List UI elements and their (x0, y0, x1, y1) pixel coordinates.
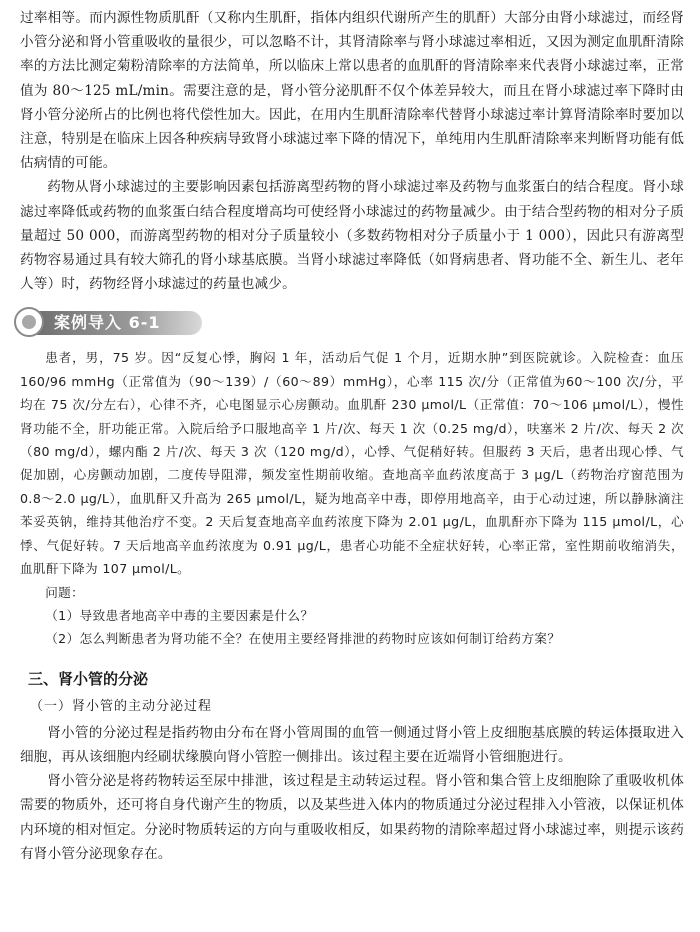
case-banner (10, 306, 260, 340)
paragraph-gfr-creatinine: 过率相等。而内源性物质肌酐（又称内生肌酐，指体内组织代谢所产生的肌酐）大部分由肾小球滤过，而经肾小管分泌和肾小管重吸收的量很少，可以忽略不计，其肾清除率与肾小球滤过率相近，又因为测定血肌酐清除率的方法比测定菊粉清除率的方法简单，所以临床上常以患者的血肌酐的肾清除率来代表肾小球滤过率，正常值为 80～125 mL/min。需要注意的是，肾小管分泌肌酐不仅个体差异较大，而且在肾小球滤过率下降时由肾小管分泌所占的比例也将代偿性加大。因此，在用内生肌酐清除率代替肾小球滤过率计算肾清除率时要加以注意，特别是在临床上因各种疾病导致肾小球滤过率下降的情况下，单纯用内生肌酐清除率来判断肾功能有低估病情的可能。 (20, 10, 684, 172)
subsection-title: （一）肾小管的主动分泌过程 (30, 698, 213, 714)
case-banner-label: 案例导入 6-1 (54, 313, 161, 333)
paragraph-tubular-secretion-active: 肾小管分泌是将药物转运至尿中排泄，该过程是主动转运过程。肾小管和集合管上皮细胞除了重吸收机体需要的物质外，还可将自身代谢产生的物质，以及某些进入体内的物质通过分泌过程排入小管液，以保证机体内环境的相对恒定。分泌时物质转运的方向与重吸收相反，如果药物的清除率超过肾小球滤过率，则提示该药有肾小管分泌现象存在。 (20, 773, 684, 862)
document-page (20, 6, 684, 866)
paragraph-glomerular-filtration-factors: 药物从肾小球滤过的主要影响因素包括游离型药物的肾小球滤过率及药物与血浆蛋白的结合程度。肾小球滤过率降低或药物的血浆蛋白结合程度增高均可使经肾小球滤过的药物量减少。由于结合型药物的相对分子质量超过 50 000，而游离型药物的相对分子质量较小（多数药物相对分子质量小于 1 000），因此只有游离型药物容易通过具有较大筛孔的肾小球基底膜。当肾小球滤过率降低（如肾病患者、肾功能不全、新生儿、老年人等）时，药物经肾小球滤过的药量也减少。 (20, 179, 684, 293)
case-body: 患者，男，75 岁。因“反复心悸，胸闷 1 年，活动后气促 1 个月，近期水肿”到医院就诊。入院检查：血压 160/96 mmHg（正常值为（90～139）/（60～89）mmHg），心率 115 次/分（正常值为60～100 次/分，平均在 75 次/分左右），心律不齐，心电图显示心房颤动。血肌酐 230 μmol/L（正常值：70～106 μmol/L），慢性肾功能不全，肝功能正常。入院后给予口服地高辛 1 片/次、每天 1 次（0.25 mg/d），呋塞米 2 片/次、每天 2 次（80 mg/d），螺内酯 2 片/次、每天 3 次（120 mg/d），心悸、气促稍好转。但服药 3 天后，患者出现心悸、气促加剧，心房颤动加剧，二度传导阻滞，频发室性期前收缩。查地高辛血药浓度高于 3 μg/L（药物治疗窗范围为 0.8～2.0 μg/L），血肌酐又升高为 265 μmol/L，疑为地高辛中毒，即停用地高辛，由于心动过速，所以静脉滴注苯妥英钠，维持其他治疗不变。2 天后复查地高辛血药浓度下降为 2.01 μg/L，血肌酐亦下降为 115 μmol/L，心悸、气促好转。7 天后地高辛血药浓度为 0.91 μg/L，患者心功能不全症状好转，心率正常，室性期前收缩消失，血肌酐下降为 107 μmol/L。 (20, 350, 684, 577)
case-question-1: （1）导致患者地高辛中毒的主要因素是什么？ (45, 607, 314, 623)
case-question-2: （2）怎么判断患者为肾功能不全？在使用主要经肾排泄的药物时应该如何制订给药方案？ (45, 631, 561, 647)
section-title: 三、肾小管的分泌 (28, 669, 149, 688)
case-question-heading: 问题： (45, 584, 85, 600)
paragraph-tubular-secretion-process: 肾小管的分泌过程是指药物由分布在肾小管周围的血管一侧通过肾小管上皮细胞基底膜的转运体摄取进入细胞，再从该细胞内经刷状缘膜向肾小管腔一侧排出。该过程主要在近端肾小管细胞进行。 (20, 724, 684, 765)
